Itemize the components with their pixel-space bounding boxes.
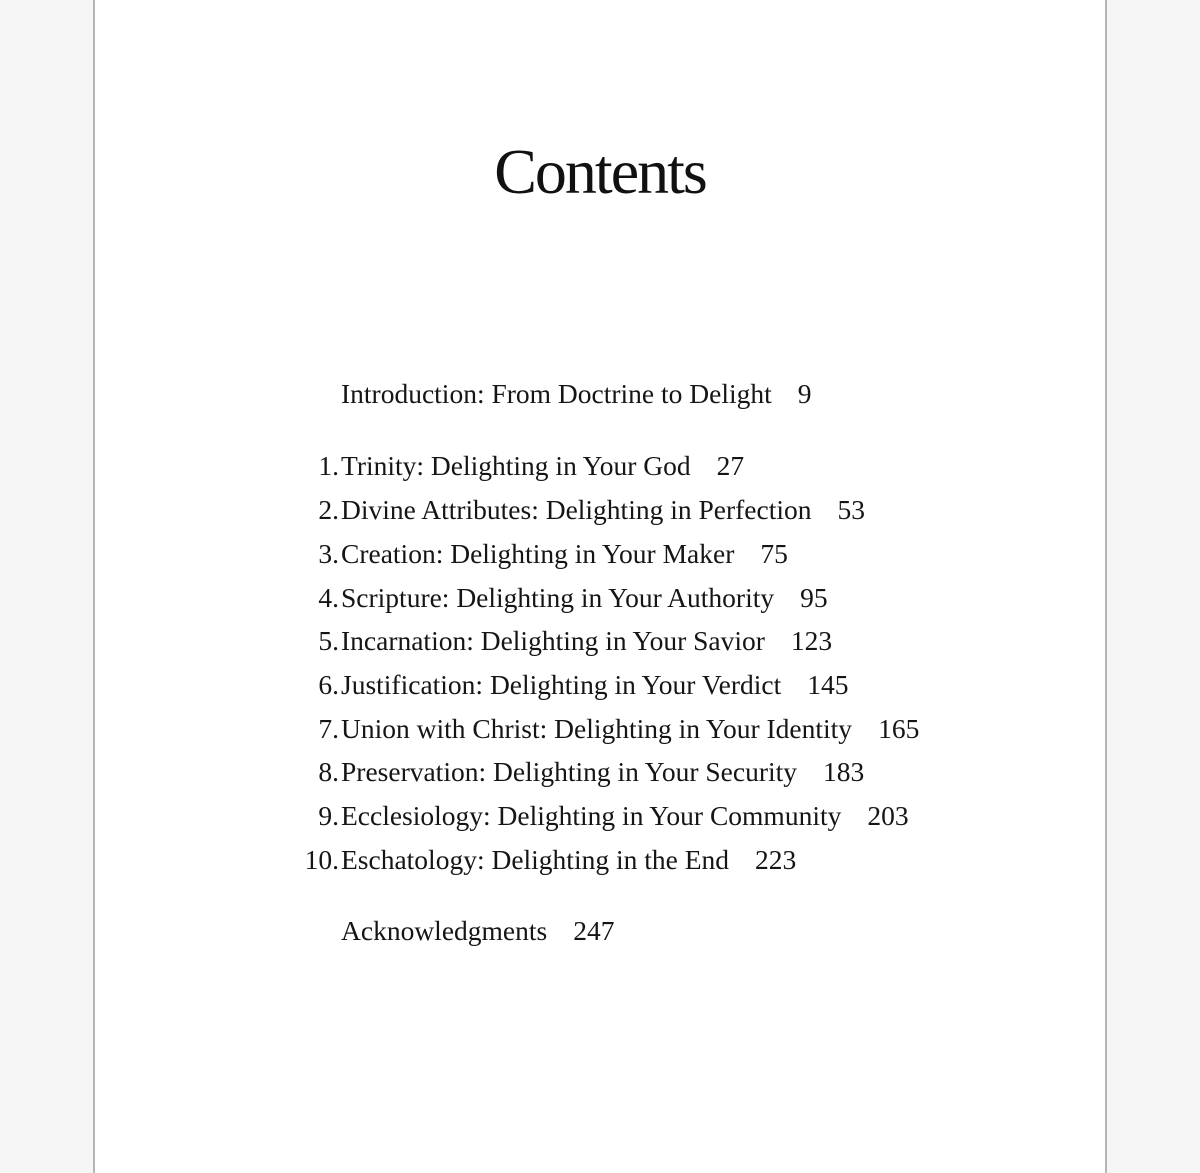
toc-entry-page: 95 [800, 582, 828, 613]
toc-entry-number: 5. [318, 625, 339, 656]
toc-entry-number: 10. [304, 844, 339, 875]
toc-entry-title: Scripture: Delighting in Your Authority [341, 582, 775, 613]
toc-entry-number: 8. [318, 756, 339, 787]
toc-entry-page: 75 [760, 538, 788, 569]
toc-entry-chapter[interactable] [318, 756, 865, 787]
toc-entry-chapter[interactable] [304, 844, 797, 875]
toc-entry-page: 27 [716, 450, 745, 481]
toc-entry-title: Acknowledgments [341, 915, 548, 946]
toc-entry-introduction[interactable] [341, 380, 812, 408]
toc-entry-title: Introduction: From Doctrine to Delight [341, 378, 772, 409]
document-page [93, 0, 1107, 1173]
toc-entry-title: Creation: Delighting in Your Maker [341, 538, 735, 569]
toc-entry-title: Preservation: Delighting in Your Security [341, 756, 798, 787]
toc-entry-title: Justification: Delighting in Your Verdict [341, 669, 782, 700]
toc-entry-number: 6. [318, 669, 339, 700]
toc-entry-page: 247 [573, 915, 615, 946]
toc-entry-number: 9. [318, 800, 339, 831]
toc-entry-number: 4. [318, 582, 339, 613]
toc-entry-chapter[interactable] [318, 800, 909, 831]
toc-entry-page: 53 [837, 494, 865, 525]
toc-entry-title: Union with Christ: Delighting in Your Identity [341, 713, 853, 744]
toc-entry-chapter[interactable] [318, 538, 788, 569]
toc-entry-chapter[interactable] [318, 494, 865, 525]
toc-entry-chapter[interactable] [318, 582, 828, 613]
toc-entry-page: 183 [823, 756, 865, 787]
toc-entry-page: 145 [807, 669, 849, 700]
toc-entry-title: Divine Attributes: Delighting in Perfection [341, 494, 812, 525]
toc-entry-number: 3. [318, 538, 339, 569]
toc-entry-page: 123 [790, 625, 833, 656]
toc-entry-number: 7. [318, 713, 339, 744]
toc-entry-chapter[interactable] [318, 450, 745, 481]
page-title: Contents [494, 136, 706, 207]
toc-entry-title: Incarnation: Delighting in Your Savior [341, 625, 765, 656]
toc-entry-title: Ecclesiology: Delighting in Your Community [341, 800, 842, 831]
toc-entry-chapter[interactable] [318, 713, 920, 744]
toc-entry-chapter[interactable] [318, 669, 849, 700]
toc-entry-chapter[interactable] [318, 625, 833, 656]
toc-entry-number: 2. [318, 494, 339, 525]
toc-entry-title: Trinity: Delighting in Your God [341, 450, 691, 481]
toc-entry-page: 223 [755, 844, 797, 875]
toc-entry-acknowledgments[interactable] [341, 917, 614, 945]
toc-entry-page: 203 [867, 800, 909, 831]
toc-entry-page: 165 [878, 713, 920, 744]
toc-entry-title: Eschatology: Delighting in the End [341, 844, 729, 875]
toc-entry-page: 9 [797, 378, 812, 409]
toc-entry-number: 1. [318, 450, 339, 481]
